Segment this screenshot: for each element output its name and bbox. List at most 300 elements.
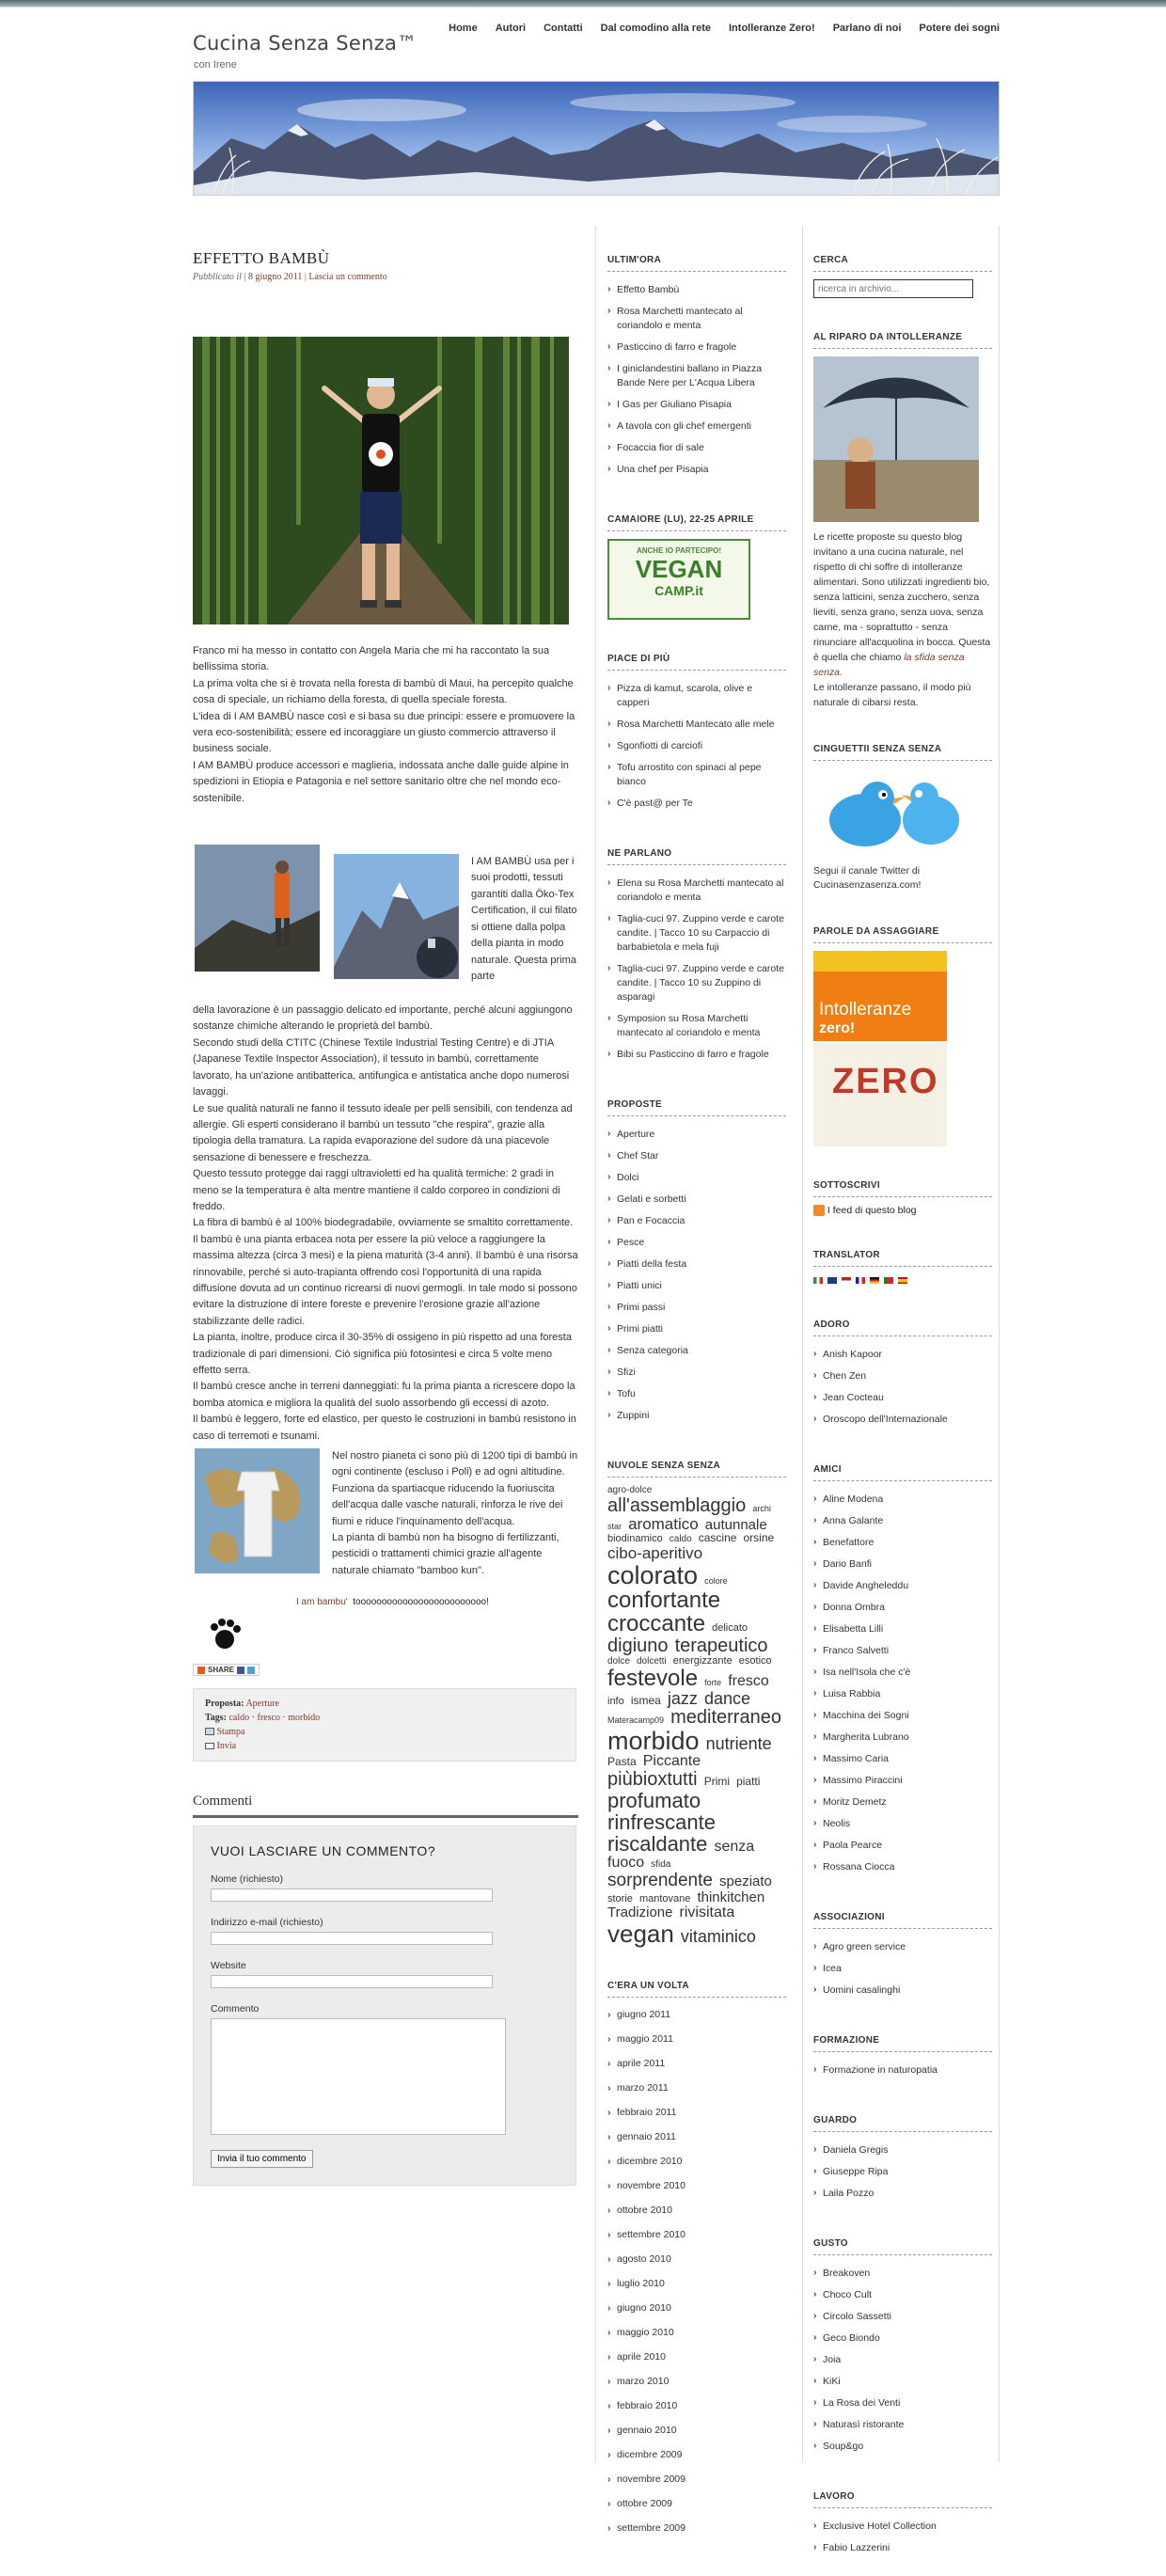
tag-cloud-link[interactable]: sfida [651,1859,671,1871]
rss-icon [813,1205,825,1216]
list-item[interactable]: › Pizza di kamut, scarola, olive e capperi [607,678,786,714]
list-item[interactable]: › Exclusive Hotel Collection [813,2516,992,2537]
tag-cloud-link[interactable]: profumato [607,1789,701,1813]
print-row[interactable] [205,1725,564,1739]
widget-cerca [813,238,992,298]
flag-icon[interactable] [827,1277,837,1284]
tag-cloud-link[interactable]: caldo [669,1534,692,1545]
list-item[interactable]: › Oroscopo dell'Internazionale [813,1409,992,1430]
widget-title: C'ERA UN VOLTA [607,1964,786,1998]
main-content [193,238,578,2186]
tag-cloud-link[interactable]: digiuno [607,1635,669,1656]
i-am-bambu-link[interactable]: I am bambu' [296,1597,348,1608]
widget-title: LAVORO [813,2474,992,2508]
flag-icon[interactable] [898,1277,907,1284]
widget-title: NE PARLANO [607,831,786,865]
tag-cloud-link[interactable]: festevole [607,1666,699,1692]
widget-associazioni [813,1895,992,2001]
tag-cloud-link[interactable]: vegan [607,1919,674,1948]
tag-cloud-link[interactable]: senza [714,1839,755,1856]
list-item[interactable]: › Tofu arrostito con spinaci al pepe bianco [607,757,786,793]
widget-proposte [607,1083,786,1427]
tag-cloud-link[interactable]: fresco [728,1673,769,1690]
list-item[interactable]: › Piatti unici [607,1275,786,1297]
list-item[interactable]: › Giuseppe Ripa [813,2161,992,2183]
list-item[interactable]: › settembre 2010 [607,2225,786,2250]
widget-title: TRANSLATOR [813,1233,992,1267]
tag-cloud-link[interactable]: dolcetti [636,1655,667,1667]
leave-comment-link[interactable]: Lascia un commento [308,272,387,282]
widget-parole [813,909,992,1146]
envelope-icon [205,1743,214,1749]
tag-cloud-link[interactable]: biodinamico [607,1533,663,1545]
tag-cloud-link[interactable]: cibo-aperitivo [607,1543,703,1562]
list-item[interactable]: › Rosa Marchetti mantecato al coriandolo e menta [607,301,786,337]
popular-posts-list [607,678,786,814]
book-cover-zero[interactable] [813,1043,947,1146]
list-item[interactable]: › Senza categoria [607,1340,786,1362]
nav-potere-dei-sogni[interactable]: Potere dei sogni [919,23,1000,34]
tag-cloud-link[interactable]: Materacamp09 [607,1715,665,1726]
email-field[interactable] [211,1932,493,1945]
tag-cloud-link[interactable]: delicato [712,1622,748,1635]
list-item[interactable]: › Taglia-cuci 97. Zuppino verde e carote candite. | Tacco 10 su Carpaccio di barbabietola e mela fuji [607,909,786,958]
flag-icon[interactable] [884,1277,893,1284]
tag-cloud-link[interactable]: sorprendente [607,1871,713,1891]
list-item[interactable]: › Formazione in naturopatia [813,2060,992,2081]
widget-title: NUVOLE SENZA SENZA [607,1444,786,1478]
list-item[interactable]: › Agro green service [813,1936,992,1958]
about-text: Le ricette proposte su questo blog invitano a una cucina naturale, nel rispetto di chi soffre di intolleranze alimentari. Sono utilizzati ingredienti bio, senza latticini, senza zucchero, senza lieviti, senza grano, senza uova, senza carne, ma - soprattutto - senza rinunciare all'acquolina in bocca. Questa è quella che chiamo la sfida senza senza. [813,531,991,678]
column-divider [999,226,1000,2462]
main-nav [449,23,1000,34]
flag-icon[interactable] [856,1277,865,1284]
list-item[interactable]: › Taglia-cuci 97. Zuppino verde e carote candite. | Tacco 10 su Zuppino di asparagi [607,958,786,1008]
tag-cloud-link[interactable]: aromatico [628,1514,699,1533]
list-item[interactable]: › Paola Pearce [813,1835,992,1857]
top-bar [0,0,1166,8]
list-item[interactable]: › dicembre 2010 [607,2152,786,2176]
widget-title: FORMAZIONE [813,2018,992,2052]
list-item[interactable]: › Piatti della festa [607,1254,786,1275]
list-item[interactable]: › Luisa Rabbia [813,1683,992,1705]
email-label: Indirizzo e-mail (richiesto) [211,1916,323,1928]
tag-cloud-link[interactable]: Pasta [607,1755,637,1769]
post-paragraph: Franco mi ha messo in contatto con Angela Maria che mi ha raccontato la sua bellissima storia. [193,645,550,673]
umbrella-photo [813,356,979,522]
comments-heading: Commenti [193,1794,578,1818]
associazioni-list [813,1936,992,2001]
widget-gusto [813,2221,992,2457]
tag-cloud-link[interactable]: piatti [736,1775,761,1789]
tag-link[interactable]: caldo [228,1712,250,1723]
list-item[interactable]: › Anish Kapoor [813,1344,992,1366]
tag-cloud-link[interactable]: all'assemblaggio [607,1494,747,1516]
list-item[interactable]: › Pesce [607,1232,786,1254]
name-field[interactable] [211,1889,493,1902]
tag-cloud-link[interactable]: star [607,1521,622,1531]
list-item[interactable]: › Chen Zen [813,1366,992,1387]
tag-cloud-link[interactable]: jazz [667,1689,698,1709]
post-paragraph: Nel nostro pianeta ci sono più di 1200 tipi di bambù in ogni continente (escluso i Poli) e ad ogni altitudine. [332,1450,578,1478]
post-paragraph: Questo tessuto protegge dai raggi ultravioletti ed ha qualità termiche: 2 gradi in meno se la temperatura è alta mentre mantiene il caldo corporeo in condizioni di freddo. [193,1168,560,1212]
widget-title: CINGUETTII SENZA SENZA [813,727,992,761]
column-divider [802,226,803,2462]
list-item[interactable]: › giugno 2010 [607,2299,786,2323]
nav-parlano-di-noi[interactable]: Parlano di noi [832,23,902,34]
book1-sub: zero! [819,1020,856,1036]
list-item[interactable]: › marzo 2011 [607,2078,786,2103]
comment-form-title: VUOI LASCIARE UN COMMENTO? [211,1842,436,1858]
list-item[interactable]: › novembre 2009 [607,2470,786,2494]
list-item[interactable]: › Isa nell'Isola che c'è [813,1662,992,1683]
sfida-link[interactable]: la sfida senza senza. [813,652,965,678]
list-item[interactable]: › Sfizi [607,1362,786,1383]
send-link[interactable]: Invia [216,1740,237,1751]
list-item[interactable]: › maggio 2011 [607,2030,786,2054]
tag-cloud-link[interactable]: colorato [607,1560,699,1589]
tag-cloud-link[interactable]: piùbioxtutti [607,1769,698,1791]
list-item[interactable]: › Sgonfiotti di carciofi [607,735,786,757]
list-item[interactable]: › aprile 2011 [607,2054,786,2078]
list-item[interactable]: › Macchina dei Sogni [813,1705,992,1727]
list-item[interactable]: › settembre 2009 [607,2519,786,2543]
tag-cloud-link[interactable]: archi [752,1503,771,1513]
list-item[interactable]: › Rossana Ciocca [813,1857,992,1878]
site-header [193,8,1000,73]
tag-cloud-link[interactable]: croccante [607,1611,706,1637]
widget-title: GUSTO [813,2221,992,2255]
widget-title: PAROLE DA ASSAGGIARE [813,909,992,943]
post-paragraph: Il bambù cresce anche in terreni danneggiati: fu la prima pianta a ricrescere dopo la bomba atomica e migliora la qualità del suolo assorbendo gli eccessi di azoto. [193,1381,575,1409]
post-paragraph: Funziona da spartiacque riducendo la fuoriuscita dell'acqua dalle vasche naturali, rinforza le rive dei fiumi e riduce l'inquinamento dell'acqua. [332,1482,563,1527]
list-item[interactable]: › Moritz Demetz [813,1792,992,1813]
tag-cloud-link[interactable]: riscaldante [607,1832,708,1857]
paw-print-icon [206,1615,244,1652]
map-row [193,1448,578,1580]
list-item[interactable]: › giugno 2011 [607,2005,786,2030]
post-paragraph: La fibra di bambù è al 100% biodegradabile, ovviamente se smaltito correttamente. [193,1217,574,1229]
widget-lavoro [813,2474,992,2559]
post-paragraph: Le sue qualità naturali ne fanno il tessuto ideale per pelli sensibili, con tendenza ad allergie. Gli esperti considerano il bambù un tessuto "che respira", grazie alla tipologia della tramatura. La rapida evaporazione del sudore dà una piacevole sensazione di benessere e freschezza. [193,1102,573,1163]
tag-cloud-link[interactable]: Piccante [642,1753,701,1770]
list-item[interactable]: › febbraio 2010 [607,2396,786,2421]
badge-top-text: ANCHE IO PARTECIPO! [636,546,722,555]
list-item[interactable]: › Bibi su Pasticcino di farro e fragole [607,1044,786,1066]
flag-icon[interactable] [842,1277,851,1284]
list-item[interactable]: › gennaio 2010 [607,2421,786,2445]
list-item[interactable]: › Gelati e sorbetti [607,1189,786,1210]
name-label: Nome (richiesto) [211,1873,284,1885]
share-label: SHARE [208,1666,235,1675]
list-item[interactable]: › Icea [813,1958,992,1980]
widget-title: ASSOCIAZIONI [813,1895,992,1929]
site-title[interactable]: Cucina Senza Senza™ [193,32,418,55]
list-item[interactable]: › febbraio 2011 [607,2103,786,2127]
list-item[interactable]: › Pasticcino di farro e fragole [607,337,786,358]
rss-row[interactable] [813,1205,992,1216]
list-item[interactable]: › Una chef per Pisapia [607,459,786,481]
tag-cloud [607,1485,786,1947]
list-item[interactable]: › Aline Modena [813,1489,992,1510]
list-item[interactable]: › Jean Cocteau [813,1387,992,1409]
list-item[interactable]: › luglio 2010 [607,2274,786,2299]
tag-cloud-link[interactable]: autunnale [704,1516,767,1533]
proposta-row [205,1697,564,1711]
list-item[interactable]: › Chef Star [607,1146,786,1167]
post-long-text [193,1003,578,1445]
list-item[interactable]: › Benefattore [813,1532,992,1554]
nav-autori[interactable]: Autori [495,23,527,34]
tag-cloud-link[interactable]: dolce [607,1655,630,1667]
signature-tail: tooooooooooooooooooooooooo! [353,1597,489,1608]
list-item[interactable]: › Primi piatti [607,1319,786,1340]
list-item[interactable]: › Neolis [813,1813,992,1835]
side-text [471,854,578,985]
comment-textarea[interactable] [211,2018,506,2135]
post-paragraph: L'idea di I AM BAMBÙ nasce così e si basa su due principi: essere e promuovere la vera eco-sostenibilità; essere ed incoraggiare un giusto commercio attraverso il business sociale. [193,710,575,755]
widget-title: AL RIPARO DA INTOLLERANZE [813,315,992,349]
list-item[interactable]: › Rosa Marchetti Mantecato alle mele [607,714,786,735]
tags-row: Tags: caldo · fresco · morbido [205,1712,321,1723]
nav-dal-comodino[interactable]: Dal comodino alla rete [600,23,711,34]
post-intro-text [193,643,578,807]
widget-adoro [813,1303,992,1430]
list-item[interactable]: › Davide Angheleddu [813,1575,992,1597]
widget-translator [813,1233,992,1286]
tag-cloud-link[interactable]: forte [704,1678,722,1688]
recent-posts-list [607,279,786,481]
badge-sub-text: CAMP.it [654,583,703,598]
list-item[interactable]: › gennaio 2011 [607,2127,786,2152]
widget-title: AMICI [813,1447,992,1481]
list-item[interactable]: › KiKi [813,2371,992,2393]
post-footer [193,1688,576,1762]
tag-cloud-link[interactable]: colore [704,1575,728,1586]
proposta-link[interactable]: Aperture [245,1698,279,1709]
twitter-birds-icon[interactable] [813,768,979,859]
lavoro-list [813,2516,992,2559]
post-title[interactable]: EFFETTO BAMBÙ [193,249,330,267]
tag-cloud-link[interactable]: agro-dolce [607,1485,653,1495]
list-item[interactable]: › maggio 2010 [607,2323,786,2347]
tag-cloud-link[interactable]: storie [607,1892,633,1904]
world-map-shirt-photo [195,1448,320,1573]
list-item[interactable]: › Soup&go [813,2436,992,2457]
list-item[interactable]: › I Gas per Giuliano Pisapia [607,394,786,416]
rss-link[interactable]: I feed di questo blog [827,1205,917,1216]
tag-cloud-link[interactable]: mediterraneo [670,1707,781,1729]
mountain-photo [334,854,459,979]
hiker-photo [195,845,320,972]
post-paragraph: La pianta, inoltre, produce circa il 30-35% di ossigeno in più rispetto ad una foresta tradizionale di pari dimensioni. Ciò significa più fotosintesi e circa 5 volte meno effetto serra. [193,1332,572,1376]
list-item[interactable]: › Circolo Sassetti [813,2306,992,2328]
list-item[interactable]: › aprile 2010 [607,2347,786,2372]
widget-title: PIACE DI PIÙ [607,637,786,671]
send-row[interactable] [205,1739,564,1753]
widget-neparlano [607,831,786,1066]
comment-form [193,1825,576,2186]
tag-cloud-link[interactable]: thinkitchen [697,1889,765,1905]
tag-link[interactable]: fresco [257,1712,280,1723]
post-paragraph: La prima volta che si è trovata nella foresta di bambù di Maui, ha percepito qualche cosa di speciale, un richiamo della foresta, di quella speciale foresta. [193,677,574,706]
tag-link[interactable]: morbido [288,1712,321,1723]
list-item[interactable]: › Effetto Bambù [607,279,786,301]
book-cover-intolleranze[interactable] [813,951,947,1041]
list-item[interactable]: › La Rosa dei Venti [813,2393,992,2414]
nav-intolleranze-zero[interactable]: Intolleranze Zero! [729,23,815,34]
list-item[interactable]: › Zuppini [607,1405,786,1427]
post-date[interactable]: 8 giugno 2011 [247,272,303,282]
flag-icon[interactable] [813,1277,823,1284]
tag-cloud-link[interactable]: energizzante [672,1654,733,1667]
list-item[interactable]: › Massimo Piraccini [813,1770,992,1792]
header-banner-image [193,81,1000,196]
list-item[interactable]: › ottobre 2010 [607,2201,786,2225]
widget-title: CAMAIORE (LU), 22-25 APRILE [607,498,786,531]
map-side-text [332,1448,578,1579]
printer-icon [205,1728,214,1735]
adoro-list [813,1344,992,1430]
website-field[interactable] [211,1975,493,1988]
tag-cloud-link[interactable]: fuoco [607,1855,645,1872]
tag-cloud-link[interactable]: speziato [719,1873,772,1890]
tag-cloud-link[interactable]: morbido [607,1727,700,1756]
post-paragraph: Il bambù è una pianta erbacea nota per essere la più veloce a raggiungere la massima altezza (circa 3 mesi) e la piena maturità (3-4 anni). Il bambù è una risorsa rinnovabile, perché si auto-trapianta offrendo così l'opportunità di una rapida diffusione dovuta ad un continuo ricrearsi di nuovi germogli. In tale modo si possono evitare la distruzione di intere foreste e prevenire l'erosione grazie all'azione stabilizzante delle radici. [193,1233,578,1327]
list-item[interactable]: › Geco Biondo [813,2328,992,2349]
list-item[interactable]: › novembre 2010 [607,2176,786,2201]
list-item[interactable]: › Elisabetta Lilli [813,1619,992,1640]
list-item[interactable]: › Choco Cult [813,2284,992,2306]
widget-piace [607,637,786,814]
widget-camaiore [607,498,786,620]
list-item[interactable]: › Naturasì ristorante [813,2414,992,2436]
list-item[interactable]: › I giniclandestini ballano in Piazza Bande Nere per L'Acqua Libera [607,358,786,394]
tag-cloud-link[interactable]: cascine [698,1531,737,1545]
list-item[interactable]: › Focaccia fior di sale [607,437,786,459]
list-item[interactable]: › Franco Salvetti [813,1640,992,1662]
widget-guardo [813,2098,992,2205]
widget-riparo [813,315,992,710]
twitter-text: Segui il canale Twitter di Cucinasenzasenza.com! [813,865,922,891]
published-label: Pubblicato il [193,272,242,282]
list-item[interactable]: › Aperture [607,1124,786,1146]
tag-cloud-link[interactable]: Tradizione [607,1904,673,1920]
post-meta: Pubblicato il | 8 giugno 2011 | Lascia un commento [193,272,387,282]
list-item[interactable]: › Margherita Lubrano [813,1727,992,1748]
widget-title: ULTIM'ORA [607,238,786,272]
list-item[interactable]: › Elena su Rosa Marchetti mantecato al coriandolo e menta [607,873,786,909]
tag-cloud-link[interactable]: mantovane [638,1892,691,1904]
signature-line [193,1597,578,1607]
post-paragraph: Il bambù è leggero, forte ed elastico, per questo le costruzioni in bambù resistono in caso di terremoti e tsunami. [193,1414,576,1442]
list-item[interactable]: › Daniela Gregis [813,2140,992,2161]
widget-title: ADORO [813,1303,992,1336]
search-input[interactable] [813,279,973,298]
amici-list [813,1489,992,1878]
list-item[interactable]: › Laila Pozzo [813,2183,992,2205]
list-item[interactable]: › Pan e Focaccia [607,1210,786,1232]
list-item[interactable]: › Donna Ombra [813,1597,992,1619]
list-item[interactable]: › Breakoven [813,2263,992,2284]
post-paragraph: della lavorazione è un passaggio delicato ed importante, perché alcuni aggiungono sostanze chimiche alterando le proprietà del bambù. [193,1004,573,1033]
nav-contatti[interactable]: Contatti [544,23,583,34]
tag-cloud-link[interactable]: dance [703,1689,751,1709]
list-item[interactable]: › A tavola con gli chef emergenti [607,416,786,437]
categories-list [607,1124,786,1427]
tag-cloud-link[interactable]: confortante [607,1588,721,1614]
site-tagline: con Irene [194,59,237,71]
list-item[interactable]: › Symposion su Rosa Marchetti mantecato al coriandolo e menta [607,1008,786,1044]
website-label: Website [211,1959,246,1971]
page-wrapper [193,8,1000,2554]
list-item[interactable]: › Fabio Lazzerini [813,2537,992,2559]
vegan-camp-badge[interactable] [607,539,750,620]
list-item[interactable]: › Dolci [607,1167,786,1189]
list-item[interactable]: › ottobre 2009 [607,2494,786,2519]
list-item[interactable]: › C'è past@ per Te [607,793,786,814]
list-item[interactable]: › dicembre 2009 [607,2445,786,2470]
sidebar-middle [607,238,786,2560]
recent-comments-list [607,873,786,1066]
list-item[interactable]: › Anna Galante [813,1510,992,1532]
tag-cloud-link[interactable]: rivisitata [679,1904,735,1920]
list-item[interactable]: › Joia [813,2349,992,2371]
guardo-list [813,2140,992,2205]
language-flags [813,1274,992,1286]
gusto-list [813,2263,992,2457]
share-button[interactable] [193,1664,578,1677]
tag-cloud-link[interactable]: nutriente [705,1734,772,1754]
widget-title: PROPOSTE [607,1083,786,1116]
list-item[interactable]: › Primi passi [607,1297,786,1319]
archive-list [607,2005,786,2543]
tag-cloud-link[interactable]: ismea [630,1694,661,1708]
column-divider [595,226,596,2462]
widget-nuvole [607,1444,786,1947]
badge-main-text: VEGAN [635,555,723,583]
tag-cloud-link[interactable]: orsine [743,1531,775,1545]
flag-icon[interactable] [870,1277,879,1284]
list-item[interactable]: › Tofu [607,1383,786,1405]
widget-title: GUARDO [813,2098,992,2132]
widget-sottoscrivi [813,1163,992,1216]
book2-title: ZERO [832,1062,939,1101]
tag-cloud-link[interactable]: terapeutico [674,1635,768,1656]
tag-cloud-link[interactable]: esotico [738,1654,772,1667]
sidebar-right [813,238,992,2576]
list-item[interactable]: › agosto 2010 [607,2250,786,2274]
list-item[interactable]: › Dario Banfi [813,1554,992,1575]
tag-cloud-link[interactable]: Primi [703,1775,731,1789]
widget-title: CERCA [813,238,992,272]
book1-title: Intolleranze [819,1000,912,1019]
list-item[interactable]: › Massimo Caria [813,1748,992,1770]
tag-cloud-link[interactable]: vitaminico [680,1926,756,1946]
nav-home[interactable]: Home [449,23,478,34]
list-item[interactable]: › Uomini casalinghi [813,1980,992,2001]
post-photo-bamboo-forest [193,337,569,624]
proposta-label: Proposta: [205,1698,244,1709]
formazione-list [813,2060,992,2081]
post-paragraph: La pianta di bambù non ha bisogno di fertilizzanti, pesticidi o trattamenti chimici grazie all'agente naturale chiamato "bamboo kun". [332,1532,559,1576]
list-item[interactable]: › marzo 2010 [607,2372,786,2396]
print-link[interactable]: Stampa [216,1726,245,1737]
tag-cloud-link[interactable]: rinfrescante [607,1810,716,1835]
widget-archivio [607,1964,786,2543]
submit-comment-button[interactable]: Invia il tuo commento [211,2150,313,2168]
tag-cloud-link[interactable]: info [607,1696,624,1708]
